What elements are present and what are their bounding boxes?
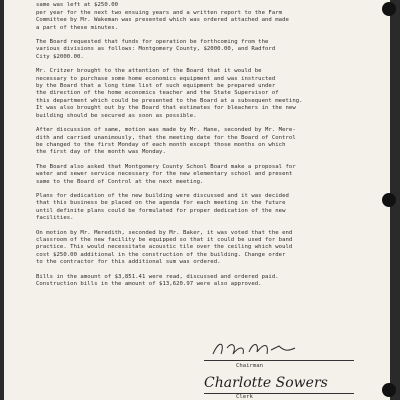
binder-hole-top (382, 2, 396, 16)
paragraph-bills: Bills in the amount of $3,851.41 were read, discussed and ordered paid. Construction bills in the amount of $13,620.97 were also approved. (36, 273, 279, 287)
paragraph-water-sewer: The Board also asked that Montgomery County School Board make a proposal for water and sewer service necessary for the new elementary school and present same to the Board of Control at the next meeting. (36, 163, 296, 185)
paragraph-meeting-date: After discussion of same, motion was made by Mr. Hane, seconded by Mr. Mere- dith and carried unanimously, that the meeting date for the Board of Control be changed to the first Monday of each month except those months on which the first day of the month was Monday. (36, 127, 296, 156)
binder-hole-middle (382, 193, 396, 207)
binder-hole-bottom (382, 383, 396, 397)
clerk-signature: Charlotte Sowers (204, 375, 328, 391)
document-page (4, 0, 390, 400)
chairman-label: Chairman (236, 363, 263, 369)
minutes-text (36, 0, 356, 295)
paragraph-funds: The Board requested that funds for operation be forthcoming from the various divisions as follows: Montgomery County, $2000.00, and Radford City $2000.00. (36, 39, 276, 60)
paragraph-dedication: Plans for dedication of the new building were discussed and it was decided that this business be placed on the agenda for each meeting in the future until definite plans could be formulated for proper dedication of the new facilities. (36, 192, 289, 222)
paragraph-rental: same was left at $250.00 per year for the next two ensuing years and a written report to the Farm Committee by Mr. Wakeman was presented which was ordered attached and made a part of these minutes. (36, 2, 289, 31)
paragraph-equipment: Mr. Critzer brought to the attention of the Board that it would be necessary to purchase some home economics equipment and was instructed by the Board that a long time list of such equipment be prepared under the direction of the home economics teacher and the State Supervisor of this department which could be presented to the Board at a subsequent meeting. It was also brought out by the Board that estimates for bleachers in the new building should be secured as soon as possible. (36, 68, 303, 119)
chairman-signature-scribble (209, 338, 299, 360)
clerk-label: Clerk (236, 394, 253, 400)
chairman-signature-line (204, 360, 354, 361)
paragraph-band-room: On motion by Mr. Meredith, seconded by Mr. Baker, it was voted that the end classroom of the new facility be equipped so that it could be used for band practice. This would necessitate acoustic tile over the ceiling which would cost $250.00 additional in the construction of the building. Change order to the contractor for this additional sum was ordered. (36, 229, 293, 266)
clerk-signature-line (204, 393, 354, 394)
